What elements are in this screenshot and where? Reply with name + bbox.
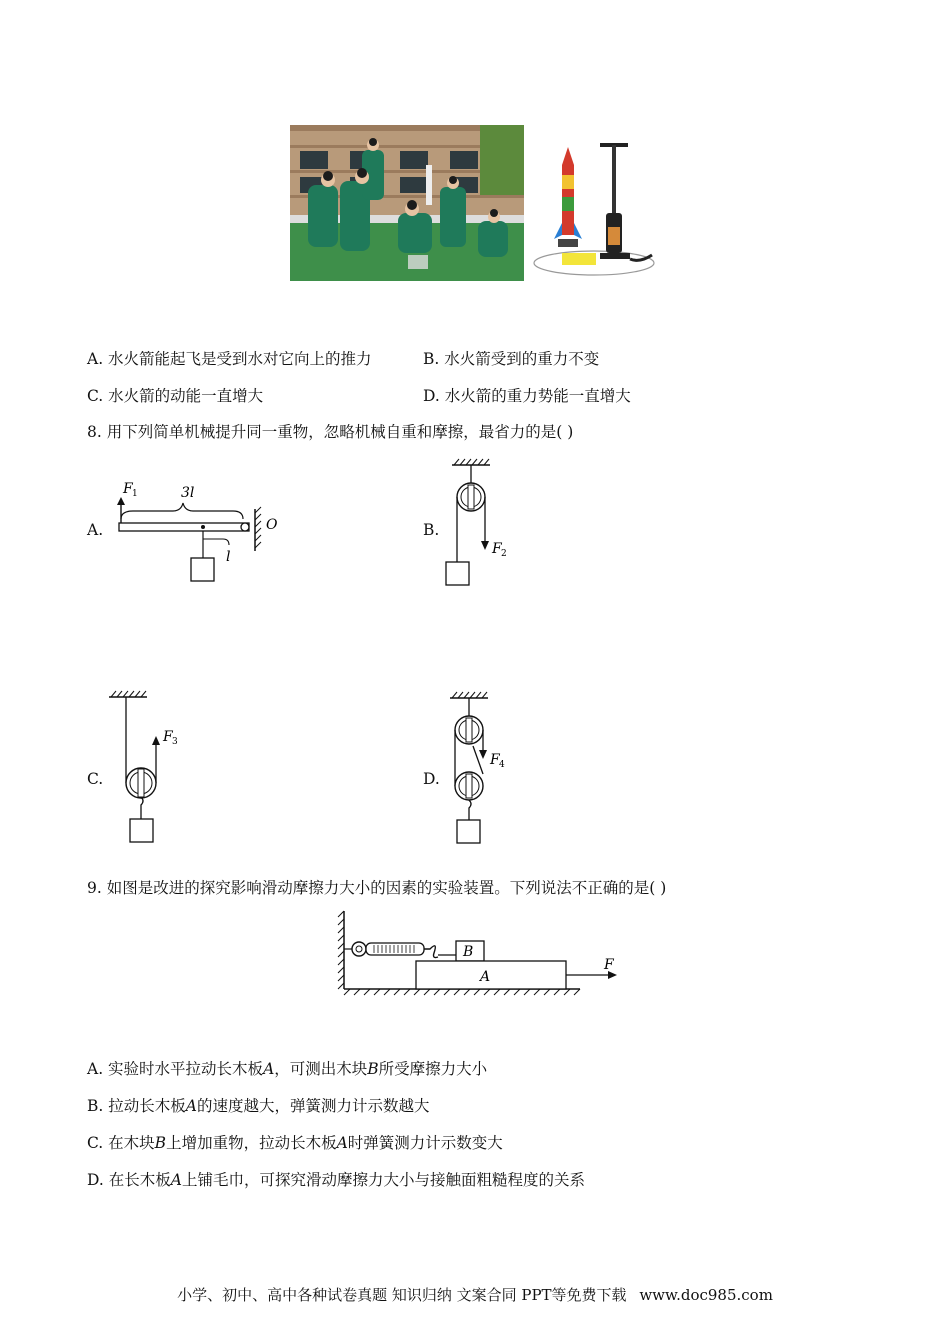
water-rocket-pump-icon bbox=[528, 135, 660, 281]
q9-option-a-text-3: 所受摩擦力大小 bbox=[378, 1060, 488, 1078]
force-f1-subscript: 1 bbox=[132, 489, 138, 499]
footer-link[interactable]: www.doc985.com bbox=[639, 1286, 773, 1304]
q9-option-a-text-2: ，可测出木块 bbox=[274, 1060, 368, 1078]
q8-option-d-label[interactable]: D. bbox=[423, 770, 440, 788]
q9-stem: 9. 如图是改进的探究影响滑动摩擦力大小的因素的实验装置。下列说法不正确的是( ) bbox=[87, 879, 667, 897]
q8-option-c-label[interactable]: C. bbox=[87, 770, 104, 788]
q9-option-b-text-1: B. 拉动长木板 bbox=[87, 1097, 186, 1115]
force-f-label: F bbox=[604, 957, 614, 973]
long-arm-brace bbox=[121, 503, 243, 519]
q9-option-a-var-2: B bbox=[367, 1060, 379, 1078]
long-arm-label: 3l bbox=[181, 485, 195, 501]
q9-option-c-var-1: B bbox=[154, 1134, 167, 1152]
water-rocket-with-pump-photo bbox=[528, 135, 660, 281]
weight-block bbox=[191, 558, 214, 581]
force-f3-label: F bbox=[163, 729, 173, 745]
board-a bbox=[416, 961, 566, 989]
q9-option-c-text-1: C. 在木块 bbox=[87, 1134, 155, 1152]
lever-bar bbox=[119, 523, 249, 531]
q9-option-d-text-2: 上铺毛巾，可探究滑动摩擦力大小与接触面粗糙程度的关系 bbox=[181, 1171, 585, 1189]
q8-option-b-label[interactable]: B. bbox=[423, 521, 440, 539]
water-rocket-launch-photo bbox=[290, 125, 524, 281]
short-arm-label: l bbox=[226, 549, 231, 565]
force-f4-subscript: 4 bbox=[499, 760, 505, 770]
q9-option-b-text-2: 的速度越大，弹簧测力计示数越大 bbox=[196, 1097, 430, 1115]
q9-option-c[interactable] bbox=[87, 1133, 503, 1153]
fixed-pulley-diagram-b bbox=[440, 455, 530, 590]
force-f3-subscript: 3 bbox=[172, 737, 178, 747]
friction-experiment-diagram bbox=[330, 905, 630, 1005]
board-a-label: A bbox=[480, 969, 491, 985]
q9-option-d-text-1: D. 在长木板 bbox=[87, 1171, 171, 1189]
force-f4-arrow-icon bbox=[479, 750, 487, 759]
force-f1-arrow-icon bbox=[117, 497, 125, 505]
q9-option-b-var-1: A bbox=[185, 1097, 197, 1115]
q9-option-a[interactable] bbox=[87, 1059, 487, 1079]
weight-block bbox=[446, 562, 469, 585]
lever-diagram-a bbox=[105, 475, 290, 590]
q9-option-c-text-3: 时弹簧测力计示数变大 bbox=[347, 1134, 503, 1152]
q8-option-a-label[interactable]: A. bbox=[87, 521, 104, 539]
q7-option-d[interactable]: D. 水火箭的重力势能一直增大 bbox=[423, 387, 631, 405]
pivot-icon bbox=[241, 523, 249, 531]
students-launching-water-rocket-icon bbox=[290, 125, 524, 281]
force-f1-label: F bbox=[123, 481, 133, 497]
q9-option-c-var-2: A bbox=[336, 1134, 348, 1152]
movable-pulley-diagram-c bbox=[105, 685, 195, 845]
spring-scale-icon bbox=[366, 943, 424, 955]
q8-stem: 8. 用下列简单机械提升同一重物，忽略机械自重和摩擦，最省力的是( ) bbox=[87, 423, 574, 441]
pivot-label: O bbox=[266, 517, 278, 533]
q9-option-b[interactable] bbox=[87, 1096, 429, 1116]
force-f3-arrow-icon bbox=[152, 736, 160, 745]
q7-option-c[interactable]: C. 水火箭的动能一直增大 bbox=[87, 387, 264, 405]
q9-option-c-text-2: 上增加重物，拉动长木板 bbox=[166, 1134, 337, 1152]
q9-option-a-text-1: A. 实验时水平拉动长木板 bbox=[87, 1060, 264, 1078]
force-f2-label: F bbox=[492, 541, 502, 557]
force-f2-arrow-icon bbox=[481, 541, 489, 550]
footer-text: 小学、初中、高中各种试卷真题 知识归纳 文案合同 PPT等免费下载 bbox=[177, 1286, 627, 1304]
wall-hook-ring-icon bbox=[352, 942, 366, 956]
weight-block bbox=[130, 819, 153, 842]
scale-hook-icon bbox=[424, 946, 438, 958]
force-f2-subscript: 2 bbox=[501, 549, 507, 559]
page-footer bbox=[0, 1284, 950, 1305]
weight-block bbox=[457, 820, 480, 843]
force-f4-label: F bbox=[490, 752, 500, 768]
q7-option-b[interactable]: B. 水火箭受到的重力不变 bbox=[423, 350, 600, 368]
block-b-label: B bbox=[463, 944, 474, 960]
q7-option-a[interactable]: A. 水火箭能起飞是受到水对它向上的推力 bbox=[87, 350, 372, 368]
q9-option-a-var-1: A bbox=[263, 1060, 275, 1078]
q9-option-d-var-1: A bbox=[170, 1171, 182, 1189]
q9-option-d[interactable] bbox=[87, 1170, 585, 1190]
pulley-block-diagram-d bbox=[440, 688, 540, 848]
